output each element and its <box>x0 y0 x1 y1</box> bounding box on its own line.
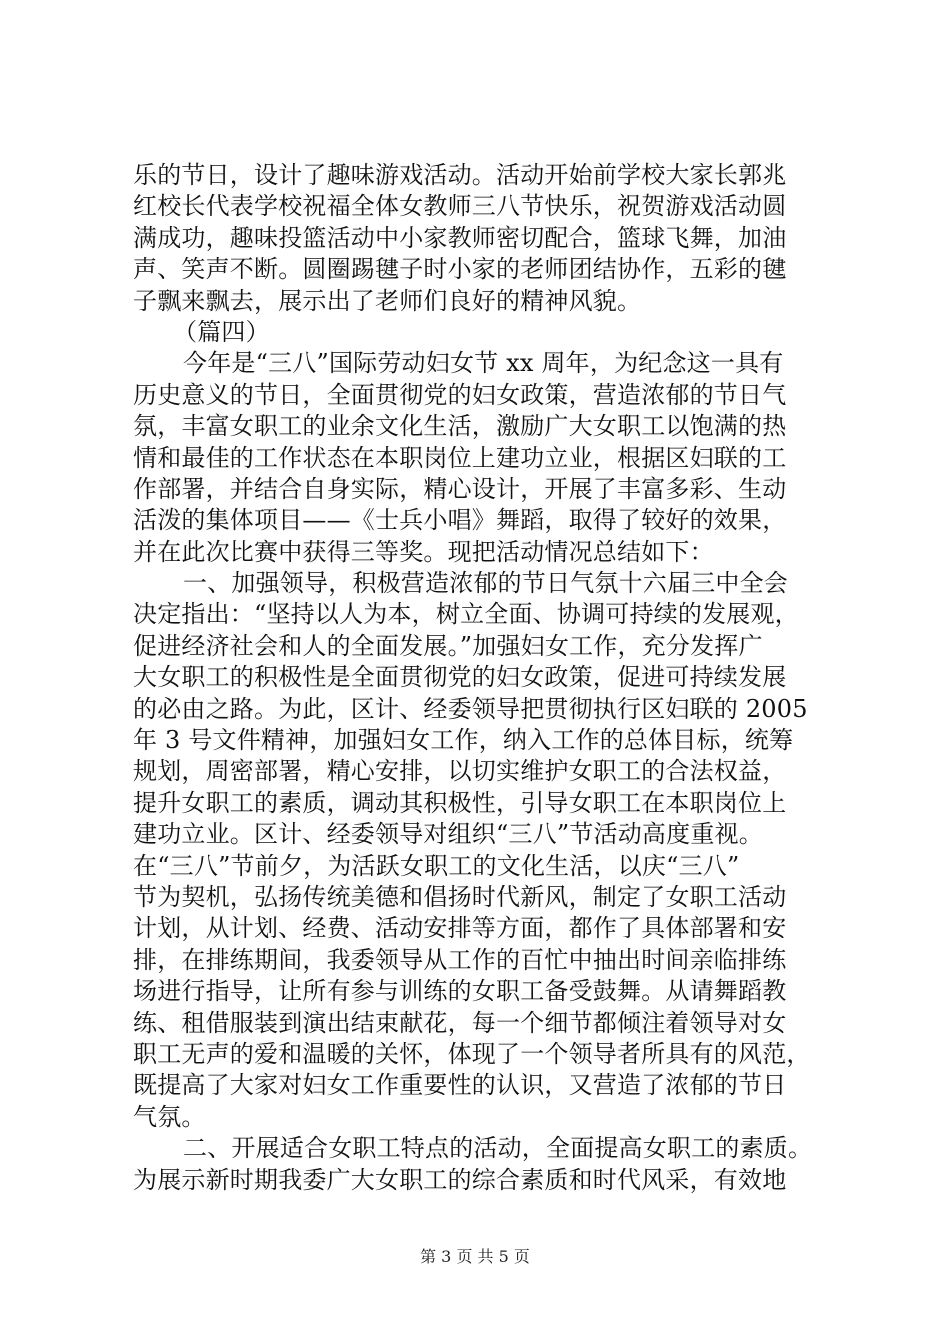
text-line: 排，在排练期间，我委领导从工作的百忙中抽出时间亲临排练 <box>133 945 787 974</box>
text-line: 年 3 号文件精神，加强妇女工作，纳入工作的总体目标，统筹 <box>133 726 794 755</box>
text-line: 规划，周密部署，精心安排，以切实维护女职工的合法权益， <box>133 757 787 786</box>
text-line: 决定指出：“坚持以人为本，树立全面、协调可持续的发展观， <box>133 600 799 629</box>
text-line: 场进行指导，让所有参与训练的女职工备受鼓舞。从请舞蹈教 <box>133 977 787 1006</box>
paragraph-start: 二、开展适合女职工特点的活动，全面提高女职工的素质。 <box>183 1134 813 1163</box>
text-line: 子飘来飘去，展示出了老师们良好的精神风貌。 <box>133 286 642 315</box>
text-line: 在“三八”节前夕，为活跃女职工的文化生活，以庆“三八” <box>133 851 740 880</box>
text-line: 既提高了大家对妇女工作重要性的认识，又营造了浓郁的节日 <box>133 1071 787 1100</box>
text-line: 作部署，并结合自身实际，精心设计，开展了丰富多彩、生动 <box>133 474 787 503</box>
text-line: 大女职工的积极性是全面贯彻党的妇女政策，促进可持续发展 <box>133 663 787 692</box>
text-line: 练、租借服装到演出结束献花，每一个细节都倾注着领导对女 <box>133 1008 787 1037</box>
text-line: 活泼的集体项目——《士兵小唱》舞蹈，取得了较好的效果， <box>133 506 787 535</box>
text-line: 并在此次比赛中获得三等奖。现把活动情况总结如下： <box>133 537 714 566</box>
text-line: 提升女职工的素质，调动其积极性，引导女职工在本职岗位上 <box>133 788 787 817</box>
text-line: 职工无声的爱和温暖的关怀，体现了一个领导者所具有的风范， <box>133 1039 811 1068</box>
section-heading: （篇四） <box>173 317 270 346</box>
text-line: 为展示新时期我委广大女职工的综合素质和时代风采，有效地 <box>133 1165 787 1194</box>
page-number-label: 第 3 页 共 5 页 <box>420 1247 530 1266</box>
text-line: 气氛。 <box>133 1102 206 1131</box>
text-line: 红校长代表学校祝福全体女教师三八节快乐，祝贺游戏活动圆 <box>133 192 787 221</box>
text-line: 建功立业。区计、经委领导对组织“三八”节活动高度重视。 <box>133 820 763 849</box>
paragraph-start: 今年是“三八”国际劳动妇女节 xx 周年，为纪念这一具有 <box>183 349 784 378</box>
text-line: 乐的节日，设计了趣味游戏活动。活动开始前学校大家长郭兆 <box>133 161 787 189</box>
text-line: 氛，丰富女职工的业余文化生活，激励广大女职工以饱满的热 <box>133 412 787 441</box>
text-line: 的必由之路。为此，区计、经委领导把贯彻执行区妇联的 2005 <box>133 694 808 723</box>
text-line: 计划，从计划、经费、活动安排等方面，都作了具体部署和安 <box>133 914 787 943</box>
text-line: 历史意义的节日，全面贯彻党的妇女政策，营造浓郁的节日气 <box>133 380 787 409</box>
text-line: 情和最佳的工作状态在本职岗位上建功立业，根据区妇联的工 <box>133 443 787 472</box>
body-text <box>133 160 833 1196</box>
text-line: 节为契机，弘扬传统美德和倡扬时代新风，制定了女职工活动 <box>133 882 787 911</box>
page-footer <box>0 1247 950 1267</box>
text-line: 声、笑声不断。圆圈踢毽子时小家的老师团结协作，五彩的毽 <box>133 255 787 284</box>
text-line: 促进经济社会和人的全面发展。”加强妇女工作，充分发挥广 <box>133 631 763 660</box>
text-line: 满成功，趣味投篮活动中小家教师密切配合，篮球飞舞，加油 <box>133 223 787 252</box>
paragraph-start: 一、加强领导，积极营造浓郁的节日气氛十六届三中全会 <box>183 569 788 598</box>
